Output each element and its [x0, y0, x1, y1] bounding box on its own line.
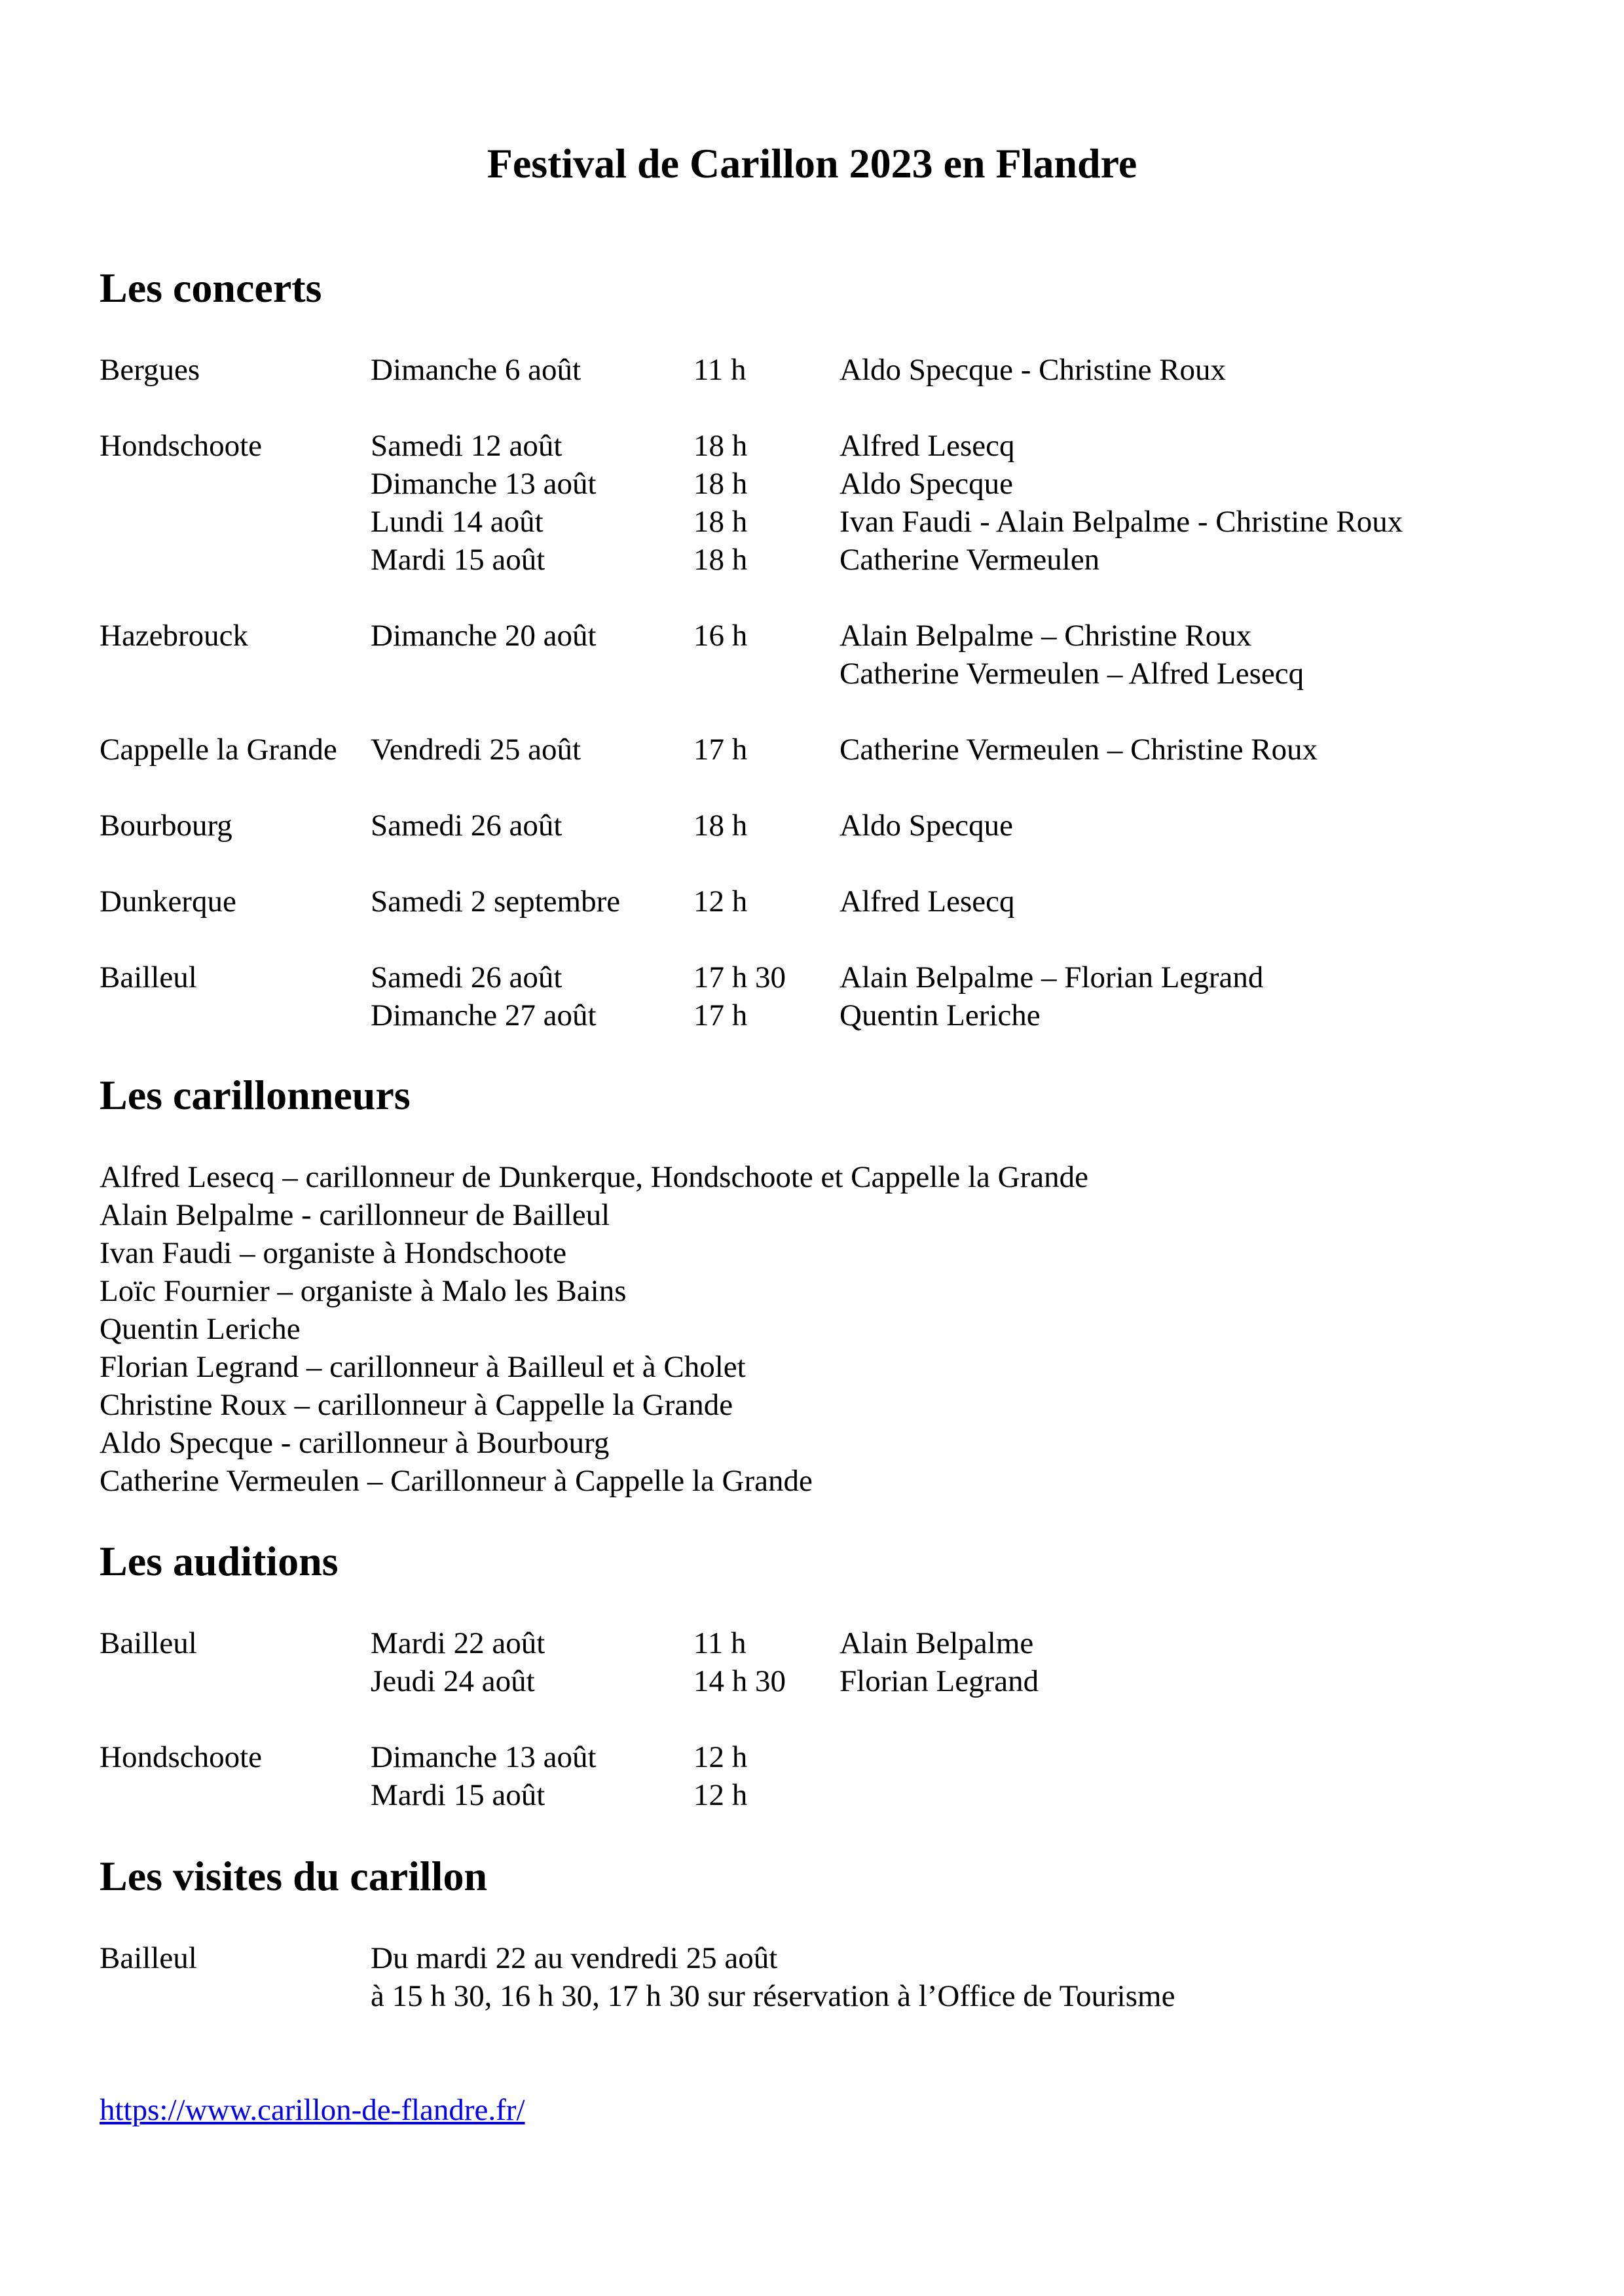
- concert-place: Bourbourg: [100, 809, 232, 843]
- audition-row: [0, 1624, 1624, 1662]
- concert-date: Mardi 15 août: [371, 543, 545, 577]
- concert-row: [0, 351, 1624, 389]
- audition-time: 14 h 30: [693, 1664, 786, 1698]
- audition-row: [0, 1662, 1624, 1700]
- concert-date: Lundi 14 août: [371, 505, 544, 539]
- visite-hours: à 15 h 30, 16 h 30, 17 h 30 sur réservation à l’Office de Tourisme: [371, 1979, 1175, 2013]
- audition-performer: Florian Legrand: [840, 1664, 1039, 1698]
- concert-time: 18 h: [693, 543, 748, 577]
- concert-performers: Alain Belpalme – Florian Legrand: [840, 960, 1264, 994]
- audition-performer: Alain Belpalme: [840, 1626, 1034, 1660]
- concert-performers: Aldo Specque - Christine Roux: [840, 353, 1227, 387]
- concert-place: Hondschoote: [100, 429, 263, 463]
- audition-time: 12 h: [693, 1740, 748, 1774]
- concert-performers: Catherine Vermeulen – Alfred Lesecq: [840, 657, 1304, 691]
- concert-date: Vendredi 25 août: [371, 733, 581, 767]
- audition-time: 12 h: [693, 1778, 748, 1812]
- visites-heading: Les visites du carillon: [100, 1853, 488, 1899]
- concert-place: Cappelle la Grande: [100, 733, 337, 767]
- concert-time: 16 h: [693, 619, 748, 653]
- concert-row: [0, 465, 1624, 503]
- concert-performers: Ivan Faudi - Alain Belpalme - Christine Roux: [840, 505, 1403, 539]
- concert-performers: Catherine Vermeulen: [840, 543, 1100, 577]
- concert-place: Bergues: [100, 353, 200, 387]
- concert-row: [0, 996, 1624, 1034]
- audition-date: Mardi 22 août: [371, 1626, 545, 1660]
- carillonneur-item: Catherine Vermeulen – Carillonneur à Cappelle la Grande: [100, 1464, 813, 1498]
- concert-row: [0, 503, 1624, 541]
- auditions-heading: Les auditions: [100, 1538, 339, 1584]
- concert-row: [0, 655, 1624, 693]
- page-title: Festival de Carillon 2023 en Flandre: [487, 140, 1137, 187]
- concert-performers: Aldo Specque: [840, 467, 1013, 501]
- concert-place: Bailleul: [100, 960, 197, 994]
- audition-place: Bailleul: [100, 1626, 197, 1660]
- website-link[interactable]: https://www.carillon-de-flandre.fr/: [100, 2093, 525, 2127]
- concert-performers: Alfred Lesecq: [840, 429, 1015, 463]
- concert-time: 17 h: [693, 998, 748, 1032]
- concert-time: 12 h: [693, 884, 748, 919]
- concert-date: Dimanche 6 août: [371, 353, 581, 387]
- concert-date: Dimanche 13 août: [371, 467, 597, 501]
- concert-place: Dunkerque: [100, 884, 236, 919]
- visite-dates: Du mardi 22 au vendredi 25 août: [371, 1941, 778, 1975]
- concert-row: [0, 958, 1624, 996]
- concert-row: [0, 427, 1624, 465]
- concert-time: 11 h: [693, 353, 747, 387]
- concert-time: 17 h 30: [693, 960, 786, 994]
- concert-time: 18 h: [693, 467, 748, 501]
- carillonneurs-heading: Les carillonneurs: [100, 1072, 411, 1118]
- carillonneur-item: Aldo Specque - carillonneur à Bourbourg: [100, 1426, 610, 1460]
- concert-performers: Catherine Vermeulen – Christine Roux: [840, 733, 1318, 767]
- concert-row: [0, 807, 1624, 845]
- concerts-heading: Les concerts: [100, 264, 322, 311]
- carillonneur-item: Quentin Leriche: [100, 1312, 301, 1346]
- carillonneur-item: Florian Legrand – carillonneur à Bailleul et à Cholet: [100, 1350, 746, 1384]
- concert-date: Dimanche 27 août: [371, 998, 597, 1032]
- carillonneur-item: Loïc Fournier – organiste à Malo les Bains: [100, 1274, 627, 1308]
- concert-row: [0, 617, 1624, 655]
- carillonneur-item: Ivan Faudi – organiste à Hondschoote: [100, 1236, 567, 1270]
- carillonneur-item: Christine Roux – carillonneur à Cappelle la Grande: [100, 1388, 733, 1422]
- carillonneur-item: Alain Belpalme - carillonneur de Bailleul: [100, 1198, 610, 1232]
- audition-row: [0, 1738, 1624, 1776]
- audition-place: Hondschoote: [100, 1740, 263, 1774]
- concert-date: Samedi 26 août: [371, 809, 563, 843]
- audition-date: Mardi 15 août: [371, 1778, 545, 1812]
- concert-date: Dimanche 20 août: [371, 619, 597, 653]
- concert-performers: Aldo Specque: [840, 809, 1013, 843]
- audition-row: [0, 1776, 1624, 1814]
- audition-date: Jeudi 24 août: [371, 1664, 535, 1698]
- concert-performers: Alfred Lesecq: [840, 884, 1015, 919]
- concert-row: [0, 541, 1624, 579]
- concert-time: 17 h: [693, 733, 748, 767]
- concert-date: Samedi 26 août: [371, 960, 563, 994]
- concert-time: 18 h: [693, 505, 748, 539]
- concert-row: [0, 731, 1624, 769]
- visite-row: [0, 1939, 1624, 1977]
- concert-performers: Quentin Leriche: [840, 998, 1041, 1032]
- audition-date: Dimanche 13 août: [371, 1740, 597, 1774]
- carillonneur-item: Alfred Lesecq – carillonneur de Dunkerque, Hondschoote et Cappelle la Grande: [100, 1160, 1088, 1194]
- concert-date: Samedi 12 août: [371, 429, 563, 463]
- audition-time: 11 h: [693, 1626, 747, 1660]
- visite-row: [0, 1977, 1624, 2015]
- concert-time: 18 h: [693, 809, 748, 843]
- concert-time: 18 h: [693, 429, 748, 463]
- concert-row: [0, 883, 1624, 920]
- concert-place: Hazebrouck: [100, 619, 249, 653]
- visite-place: Bailleul: [100, 1941, 197, 1975]
- concert-date: Samedi 2 septembre: [371, 884, 621, 919]
- concert-performers: Alain Belpalme – Christine Roux: [840, 619, 1252, 653]
